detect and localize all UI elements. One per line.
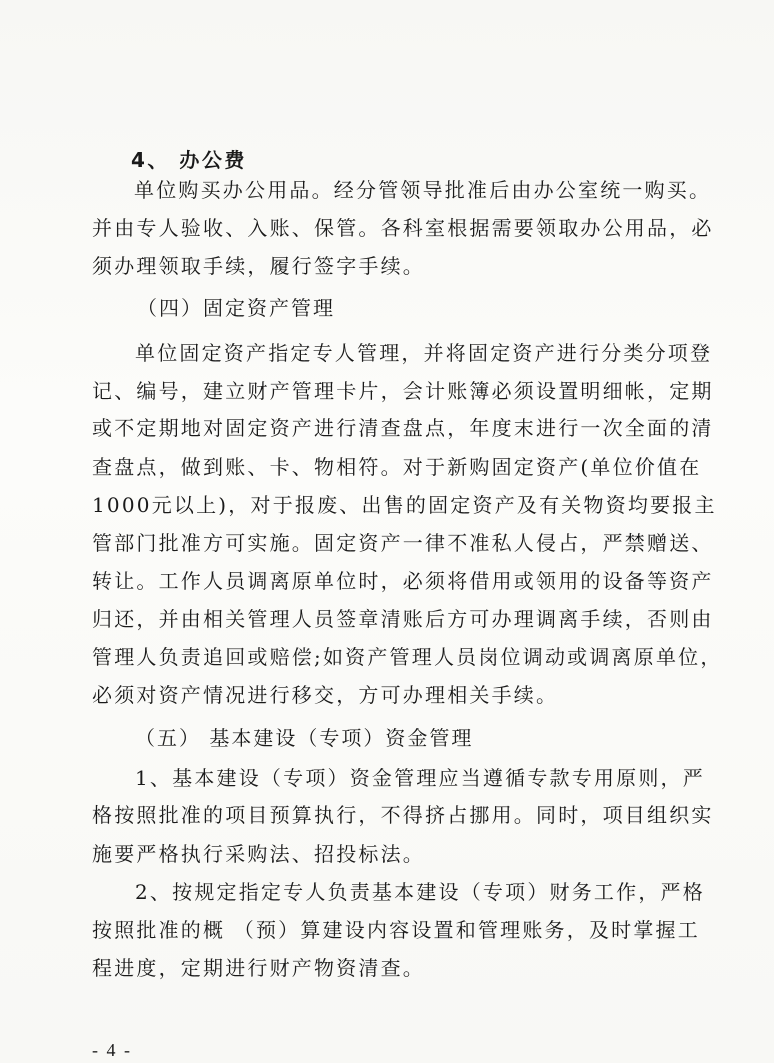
paragraph-line: 并由专人验收、入账、保管。各科室根据需要领取办公用品，必 xyxy=(92,216,714,240)
paragraph-line: 须办理领取手续，履行签字手续。 xyxy=(92,254,425,278)
paragraph-line: 单位购买办公用品。经分管领导批准后由办公室统一购买。 xyxy=(134,178,712,202)
page-number: - 4 - xyxy=(92,1040,132,1060)
paragraph-line: 管部门批准方可实施。固定资产一律不准私人侵占，严禁赠送、 xyxy=(92,531,714,555)
paragraph-line: 记、编号，建立财产管理卡片，会计账簿必须设置明细帐，定期 xyxy=(92,379,714,403)
paragraph-line: 归还，并由相关管理人员签章清账后方可办理调离手续，否则由 xyxy=(92,607,714,631)
section-heading-fixed-assets: （四）固定资产管理 xyxy=(137,296,335,320)
paragraph-line: 转让。工作人员调离原单位时，必须将借用或领用的设备等资产 xyxy=(92,569,714,593)
paragraph-line: 或不定期地对固定资产进行清查盘点，年度末进行一次全面的清 xyxy=(92,416,714,440)
paragraph-line: 施要严格执行采购法、招投标法。 xyxy=(92,842,425,866)
paragraph-line: 格按照批准的项目预算执行，不得挤占挪用。同时，项目组织实 xyxy=(92,803,714,827)
paragraph-line: 单位固定资产指定专人管理，并将固定资产进行分类分项登 xyxy=(135,341,713,365)
paragraph-line: 1、基本建设（专项）资金管理应当遵循专款专用原则，严 xyxy=(135,766,705,790)
paragraph-line: 1000元以上)，对于报废、出售的固定资产及有关物资均要报主 xyxy=(92,493,717,517)
paragraph-line: 按照批准的概 （预）算建设内容设置和管理账务，及时掌握工 xyxy=(92,918,700,942)
paragraph-line: 查盘点，做到账、卡、物相符。对于新购固定资产(单位价值在 xyxy=(92,455,702,479)
section-heading-capital-construction: （五） 基本建设（专项）资金管理 xyxy=(135,726,474,750)
paragraph-line: 2、按规定指定专人负责基本建设（专项）财务工作，严格 xyxy=(135,880,705,904)
paragraph-line: 程进度，定期进行财产物资清查。 xyxy=(92,956,425,980)
paragraph-line: 管理人负责追回或赔偿;如资产管理人员岗位调动或调离原单位， xyxy=(92,645,723,669)
paragraph-line: 必须对资产情况进行移交，方可办理相关手续。 xyxy=(92,683,559,707)
section-heading-office-expenses: 4、 办公费 xyxy=(131,148,247,172)
